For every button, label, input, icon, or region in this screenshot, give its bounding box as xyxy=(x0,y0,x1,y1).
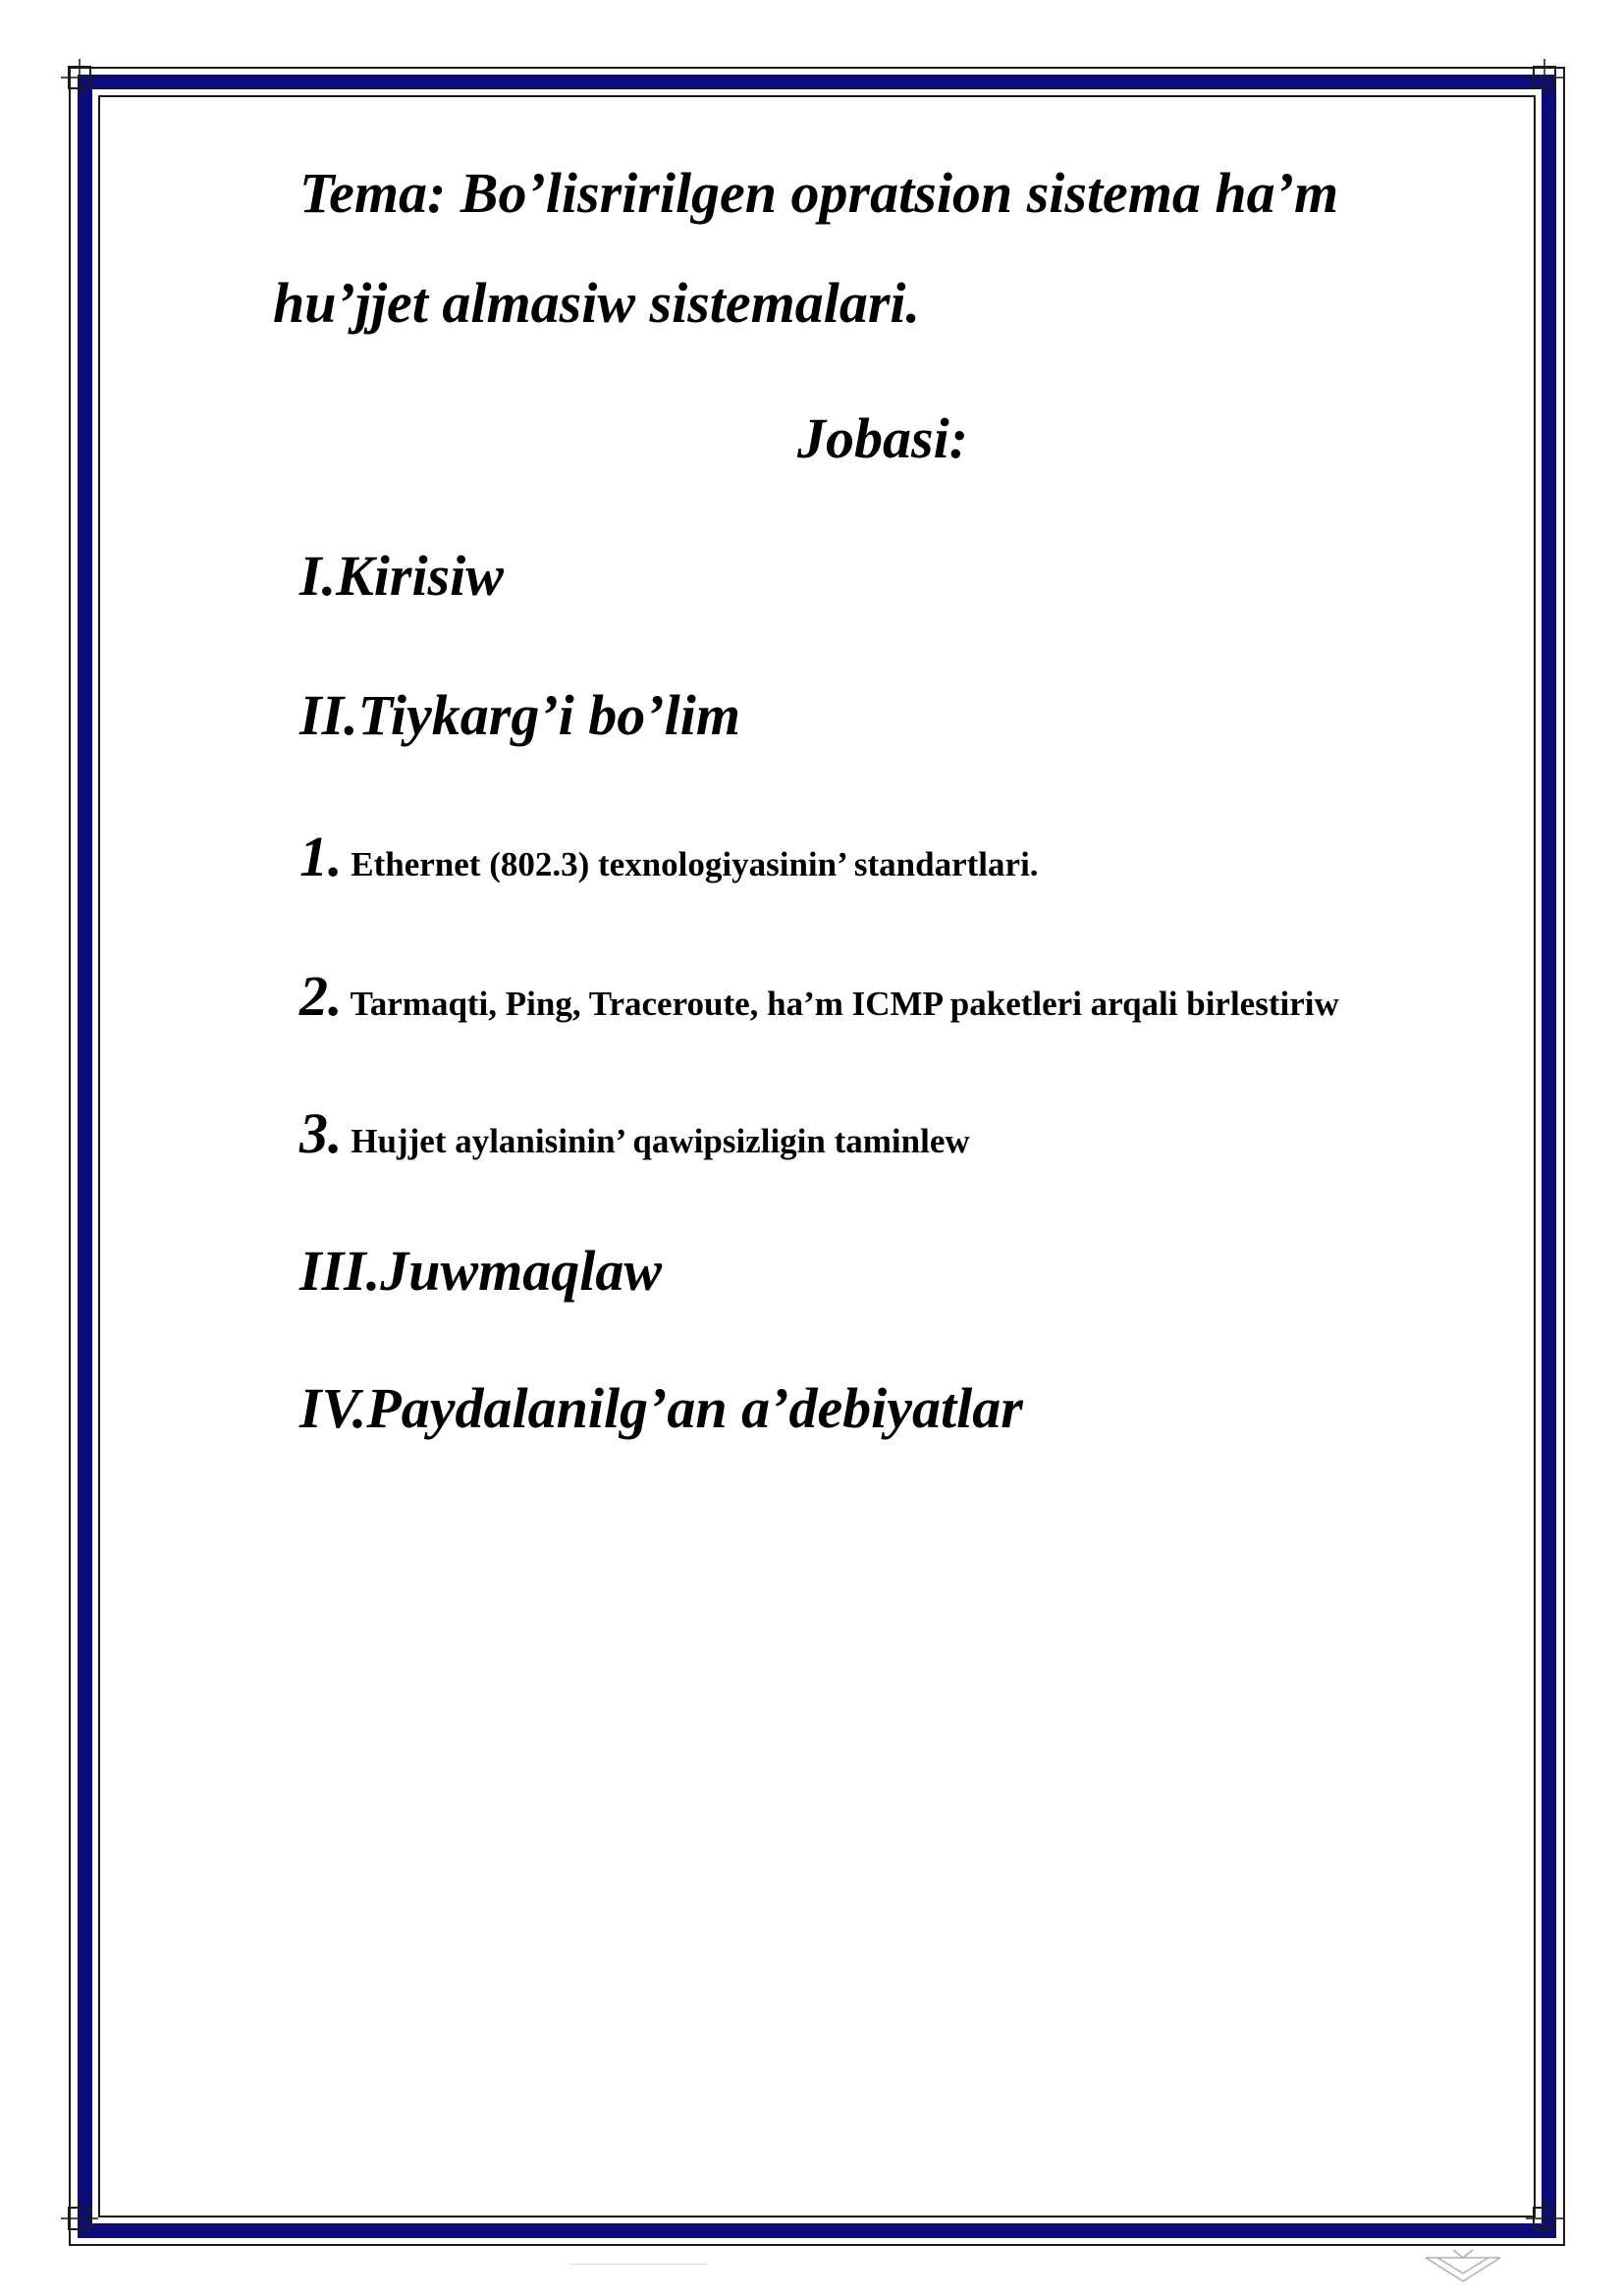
frame-corner-bottom-right-icon xyxy=(1526,2200,1563,2237)
frame-corner-top-right-icon xyxy=(1526,59,1563,96)
list-item xyxy=(299,964,1339,1028)
list-item-text: Ethernet (802.3) texnologiyasinin’ standartlari. xyxy=(342,845,1039,883)
footer-faint-line xyxy=(569,2264,707,2265)
document-title-line-1: Tema: Bo’lisririlgen opratsion sistema ha’m xyxy=(299,161,1339,225)
list-item xyxy=(299,1101,970,1165)
list-item-text: Hujjet aylanisinin’ qawipsizligin taminlew xyxy=(342,1122,970,1160)
section-references: IV.Paydalanilg’an a’debiyatlar xyxy=(299,1376,1023,1440)
footer-ornament-icon xyxy=(1424,2248,1502,2283)
section-main-part: II.Tiykarg’i bo’lim xyxy=(299,683,740,747)
list-item-text: Tarmaqti, Ping, Traceroute, ha’m ICMP paketleri arqali birlestiriw xyxy=(342,985,1339,1023)
plan-heading: Jobasi: xyxy=(797,406,968,470)
document-title-line-2: hu’jjet almasiw sistemalari. xyxy=(273,271,921,335)
section-introduction: I.Kirisiw xyxy=(299,544,504,608)
list-item xyxy=(299,825,1039,888)
frame-corner-bottom-left-icon xyxy=(61,2200,98,2237)
section-conclusion: III.Juwmaqlaw xyxy=(299,1239,663,1303)
list-item-number: 2. xyxy=(299,964,343,1028)
list-item-number: 1. xyxy=(299,825,343,888)
frame-corner-top-left-icon xyxy=(61,59,98,96)
list-item-number: 3. xyxy=(299,1101,343,1165)
